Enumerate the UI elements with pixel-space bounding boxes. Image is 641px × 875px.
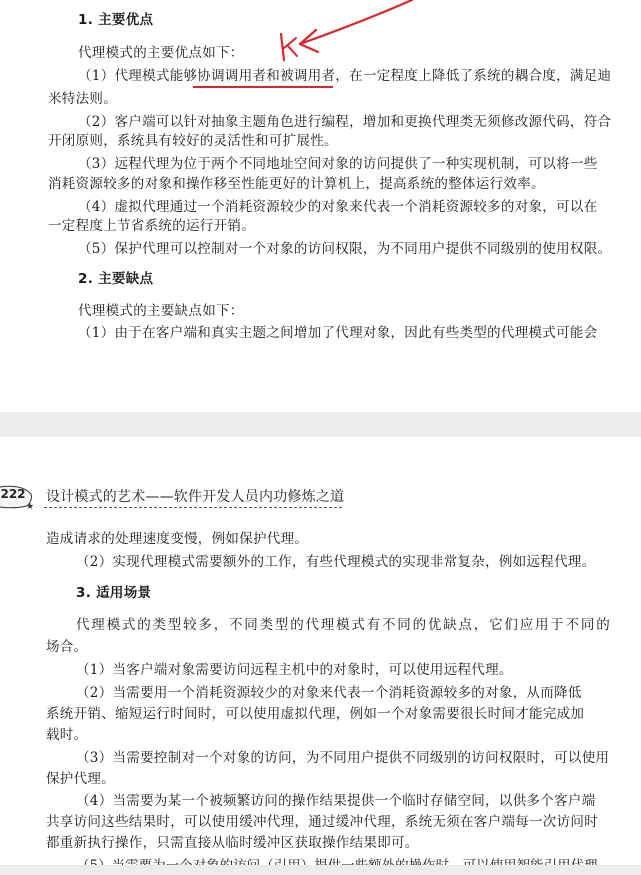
section-heading-advantages: 1. 主要优点 <box>78 12 154 28</box>
advantage-item-5: （5）保护代理可以控制对一个对象的访问权限，为不同用户提供不同级别的使用权限。 <box>78 241 612 257</box>
scenario-item-4: （4）当需要为某一个被频繁访问的操作结果提供一个临时存储空间，以供多个客户端 <box>76 793 596 809</box>
page-number: 222 <box>0 487 26 501</box>
disadvantage-item-1: （1）由于在客户端和真实主题之间增加了代理对象，因此有些类型的代理模式可能会 <box>78 325 598 341</box>
scenario-item-3-cont: 保护代理。 <box>46 771 115 787</box>
disadvantages-intro: 代理模式的主要缺点如下： <box>78 303 244 319</box>
advantage-item-3-cont: 消耗资源较多的对象和操作移至性能更好的计算机上，提高系统的整体运行效率。 <box>48 176 545 192</box>
advantage-item-4-cont: 一定程度上节省系统的运行开销。 <box>48 218 255 234</box>
scenario-item-1: （1）当客户端对象需要访问远程主机中的对象时，可以使用远程代理。 <box>76 662 513 678</box>
section-heading-applicability: 3. 适用场景 <box>76 585 152 601</box>
advantage-item-2-cont: 开闭原则，系统具有较好的灵活性和可扩展性。 <box>48 133 338 149</box>
applicability-intro: 代理模式的类型较多，不同类型的代理模式有不同的优缺点，它们应用于不同的 <box>76 617 610 633</box>
advantage-item-4: （4）虚拟代理通过一个消耗资源较少的对象来代表一个消耗资源较多的对象，可以在 <box>78 199 598 215</box>
advantage-item-1-post: ，在一定程度上降低了系统的耦合度，满足迪 <box>335 68 612 84</box>
page-gap-bottom <box>0 865 641 875</box>
scenario-item-2-cont-2: 载时。 <box>46 727 88 743</box>
star-icon: ★ <box>26 502 35 512</box>
scenario-item-2-cont-1: 系统开销、缩短运行时间时，可以使用虚拟代理，例如一个对象需要很长时间才能完成加 <box>46 706 585 722</box>
disadvantage-item-2: （2）实现代理模式需要额外的工作，有些代理模式的实现非常复杂，例如远程代理。 <box>76 554 596 570</box>
scenario-item-3: （3）当需要控制对一个对象的访问，为不同用户提供不同级别的访问权限时，可以使用 <box>76 750 610 766</box>
advantage-item-1-cont: 米特法则。 <box>48 91 117 107</box>
header-divider <box>44 507 342 508</box>
running-header-title: 设计模式的艺术——软件开发人员内功修炼之道 <box>46 489 345 505</box>
advantage-item-2: （2）客户端可以针对抽象主题角色进行编程，增加和更换代理类无须修改源代码，符合 <box>78 114 612 130</box>
highlighted-phrase: 协调调用者和被调用者 <box>197 68 336 84</box>
applicability-intro-cont: 场合。 <box>46 639 88 655</box>
scenario-item-4-cont-2: 都重新执行操作，只需直接从临时缓冲区获取操作结果即可。 <box>46 835 419 851</box>
section-heading-disadvantages: 2. 主要缺点 <box>78 271 154 287</box>
disadvantage-item-1-cont: 造成请求的处理速度变慢，例如保护代理。 <box>46 531 309 547</box>
scenario-item-2: （2）当需要用一个消耗资源较少的对象来代表一个消耗资源较多的对象，从而降低 <box>76 685 582 701</box>
advantage-item-3: （3）远程代理为位于两个不同地址空间对象的访问提供了一种实现机制，可以将一些 <box>78 156 598 172</box>
advantages-intro: 代理模式的主要优点如下： <box>78 45 244 61</box>
red-arrow-annotation <box>0 0 641 90</box>
scenario-item-4-cont-1: 共享访问这些结果时，可以使用缓冲代理，通过缓冲代理，系统无须在客户端每一次访问时 <box>46 814 598 830</box>
advantage-item-1-pre: （1）代理模式能够 <box>78 68 198 84</box>
